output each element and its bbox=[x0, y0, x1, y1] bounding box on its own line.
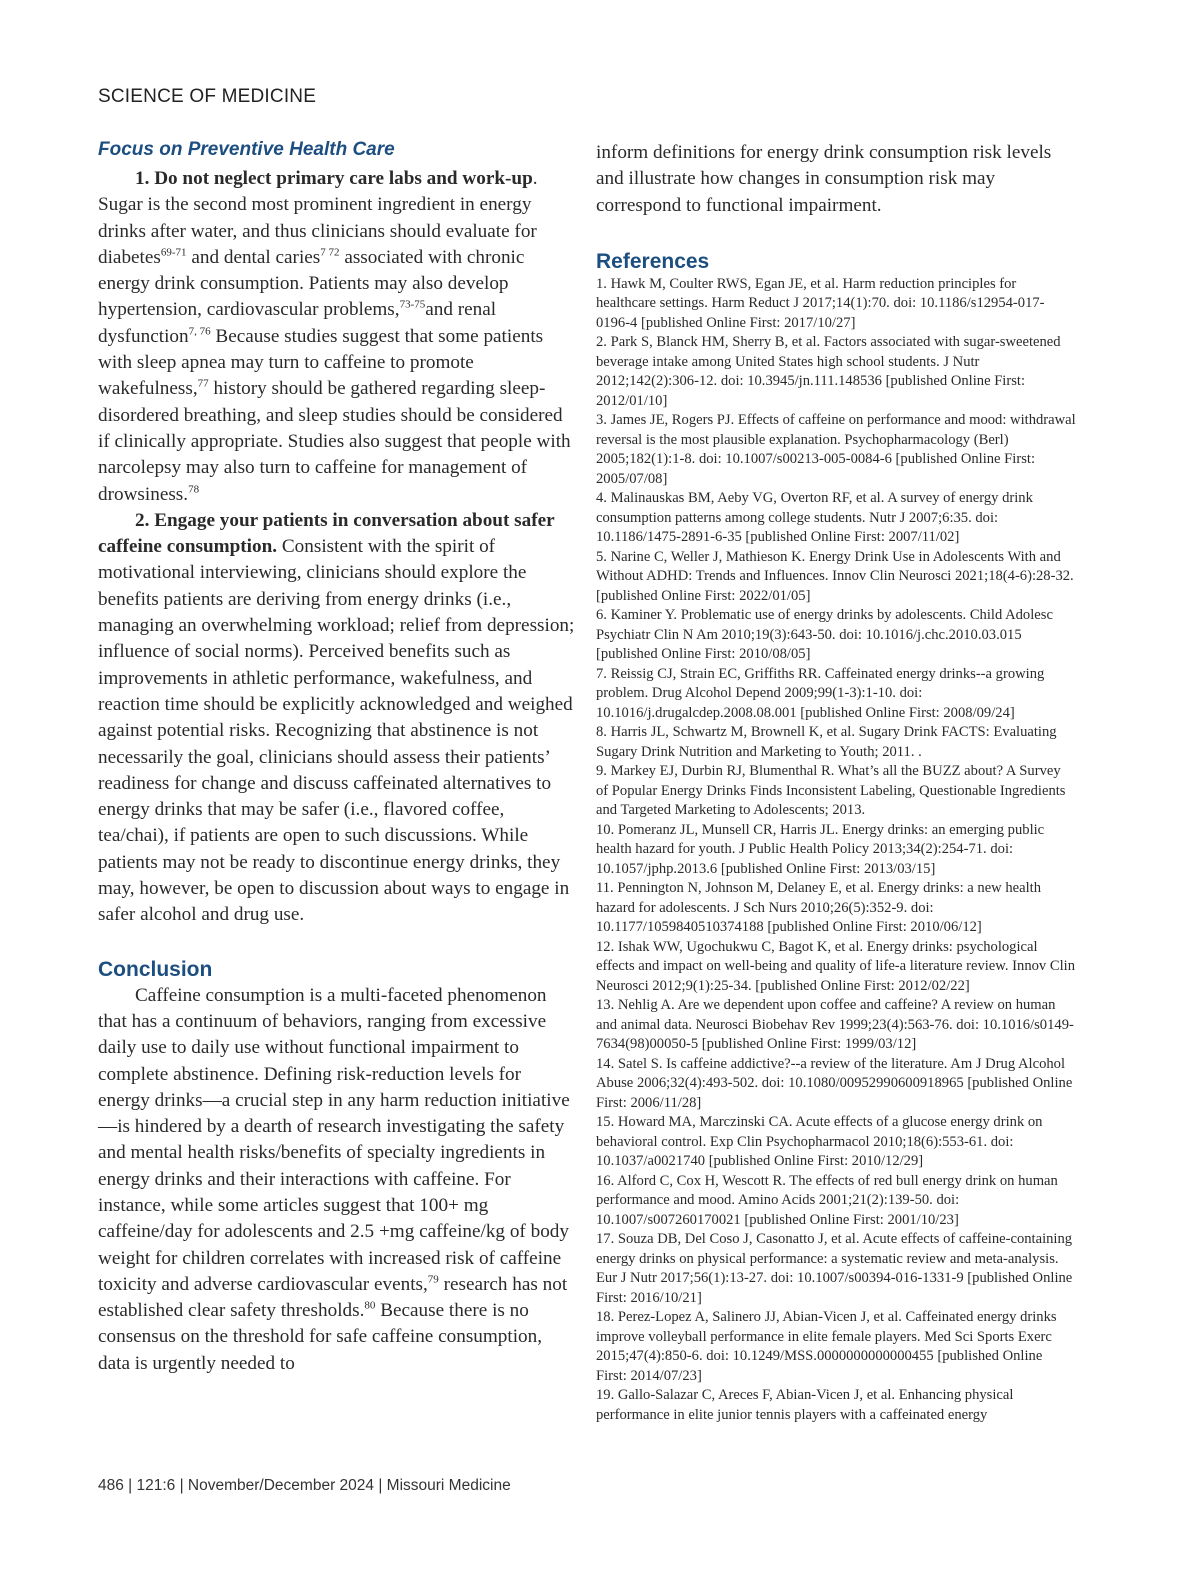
reference-item: 6. Kaminer Y. Problematic use of energy drinks by adolescents. Child Adolesc Psychiatr Clin N Am 2010;19(3):643-50. doi: 10.1016/j.chc.2010.03.015 [published Online First: 2010/08/05] bbox=[596, 607, 1053, 663]
references-list bbox=[596, 275, 1076, 1426]
left-column bbox=[98, 138, 576, 1377]
point-1-text-d: and renal dysfunction bbox=[98, 299, 497, 347]
point-2-text: Consistent with the spirit of motivational interviewing, clinicians should explore the benefits patients are deriving from energy drinks (i.e., managing an overwhelming workload; relief from depression; influence of social norms). Perceived benefits such as improvements in athletic performance, wakefulness, and reaction time should be explicitly acknowledged and weighed against potential risks. Recognizing that abstinence is not necessarily the goal, clinicians should assess their patients’ readiness for change and discuss caffeinated alternatives to energy drinks that may be safer (i.e., flavored coffee, tea/chai), if patients are open to such discussions. While patients may not be ready to discontinue energy drinks, they may, however, be open to discussion about ways to engage in safer alcohol and drug use. bbox=[98, 536, 575, 926]
citation-sup: 7, 76 bbox=[188, 325, 211, 338]
reference-item: 15. Howard MA, Marczinski CA. Acute effects of a glucose energy drink on behavioral control. Exp Clin Psychopharmacol 2010;18(6):553-61. doi: 10.1037/a0021740 [published Online First: 2010/12/29] bbox=[596, 1114, 1043, 1170]
citation-sup: 79 bbox=[427, 1273, 439, 1286]
reference-item: 14. Satel S. Is caffeine addictive?--a review of the literature. Am J Drug Alcohol Abuse 2006;32(4):493-502. doi: 10.1080/00952990600918965 [published Online First: 2006/11/28] bbox=[596, 1055, 1073, 1111]
reference-item: 13. Nehlig A. Are we dependent upon coffee and caffeine? A review on human and animal data. Neurosci Biobehav Rev 1999;23(4):563-76. doi: 10.1016/s0149-7634(98)00050-5 [published Online First: 1999/03/12] bbox=[596, 997, 1074, 1053]
conclusion-text-b: research has not established clear safety thresholds. bbox=[98, 1273, 568, 1322]
point-1-text-e: Because studies suggest that some patients with sleep apnea may turn to caffeine to promote wakefulness, bbox=[98, 325, 544, 400]
running-head: SCIENCE OF MEDICINE bbox=[98, 86, 317, 107]
reference-item: 17. Souza DB, Del Coso J, Casonatto J, et al. Acute effects of caffeine-containing energy drinks on physical performance: a systematic review and meta-analysis. Eur J Nutr 2017;56(1):13-27. doi: 10.1007/s00394-016-1331-9 [published Online First: 2016/10/21] bbox=[596, 1231, 1073, 1306]
reference-item: 18. Perez-Lopez A, Salinero JJ, Abian-Vicen J, et al. Caffeinated energy drinks improve volleyball performance in elite female players. Med Sci Sports Exerc 2015;47(4):850-6. doi: 10.1249/MSS.0000000000000455 [published Online First: 2014/07/23] bbox=[596, 1309, 1057, 1384]
reference-item: 19. Gallo-Salazar C, Areces F, Abian-Vicen J, et al. Enhancing physical performance in elite junior tennis players with a caffeinated energy bbox=[596, 1387, 1014, 1423]
reference-item: 3. James JE, Rogers PJ. Effects of caffeine on performance and mood: withdrawal reversal is the most plausible explanation. Psychopharmacology (Berl) 2005;182(1):1-8. doi: 10.1007/s00213-005-0084-6 [published Online First: 2005/07/08] bbox=[596, 412, 1076, 487]
point-2-paragraph bbox=[98, 508, 576, 929]
reference-item: 9. Markey EJ, Durbin RJ, Blumenthal R. What’s all the BUZZ about? A Survey of Popular Energy Drinks Finds Inconsistent Labeling, Questionable Ingredients and Targeted Marketing to Adolescents; 2013. bbox=[596, 763, 1066, 819]
point-1-paragraph bbox=[98, 166, 576, 508]
reference-item: 5. Narine C, Weller J, Mathieson K. Energy Drink Use in Adolescents With and Without ADHD: Trends and Influences. Innov Clin Neurosci 2021;18(4-6):28-32. [published Online First: 2022/01/05] bbox=[596, 548, 1074, 604]
point-1-text-a: . Sugar is the second most prominent ingredient in energy drinks after water, and thus clinicians should evaluate for diabetes bbox=[98, 168, 538, 268]
conclusion-heading: Conclusion bbox=[98, 957, 213, 981]
citation-sup: 73-75 bbox=[399, 299, 426, 312]
point-2-title: 2. Engage your patients in conversation about safer caffeine consumption. bbox=[98, 509, 555, 558]
reference-item: 10. Pomeranz JL, Munsell CR, Harris JL. Energy drinks: an emerging public health hazard for youth. J Public Health Policy 2013;34(2):254-71. doi: 10.1057/jphp.2013.6 [published Online First: 2013/03/15] bbox=[596, 821, 1045, 877]
reference-item: 8. Harris JL, Schwartz M, Brownell K, et al. Sugary Drink FACTS: Evaluating Sugary Drink Nutrition and Marketing to Youth; 2011. . bbox=[596, 724, 1057, 760]
reference-item: 4. Malinauskas BM, Aeby VG, Overton RF, et al. A survey of energy drink consumption patterns among college students. Nutr J 2007;6:35. doi: 10.1186/1475-2891-6-35 [published Online First: 2007/11/02] bbox=[596, 490, 1033, 546]
point-1-text-b: and dental caries bbox=[186, 246, 321, 268]
citation-sup: 78 bbox=[188, 483, 200, 496]
citation-sup: 80 bbox=[364, 1299, 376, 1312]
reference-item: 11. Pennington N, Johnson M, Delaney E, et al. Energy drinks: a new health hazard for adolescents. J Sch Nurs 2010;26(5):352-9. doi: 10.1177/1059840510374188 [published Online First: 2010/06/12] bbox=[596, 880, 1042, 936]
reference-item: 1. Hawk M, Coulter RWS, Egan JE, et al. Harm reduction principles for healthcare settings. Harm Reduct J 2017;14(1):70. doi: 10.1186/s12954-017-0196-4 [published Online First: 2017/10/27] bbox=[596, 275, 1045, 331]
point-1-text-f: history should be gathered regarding sleep-disordered breathing, and sleep studies should be considered if clinically appropriate. Studies also suggest that people with narcolepsy may also turn to caffeine for management of drowsiness. bbox=[98, 378, 571, 505]
point-1-title: 1. Do not neglect primary care labs and work-up bbox=[135, 168, 533, 189]
reference-item: 2. Park S, Blanck HM, Sherry B, et al. Factors associated with sugar-sweetened beverage intake among United States high school students. J Nutr 2012;142(2):306-12. doi: 10.3945/jn.111.148536 [published Online First: 2012/01/10] bbox=[596, 334, 1061, 409]
references-heading: References bbox=[596, 249, 710, 273]
reference-item: 7. Reissig CJ, Strain EC, Griffiths RR. Caffeinated energy drinks--a growing problem. Drug Alcohol Depend 2009;99(1-3):1-10. doi: 10.1016/j.drugalcdep.2008.08.001 [published Online First: 2008/09/24] bbox=[596, 665, 1045, 721]
conclusion-paragraph bbox=[98, 983, 576, 1377]
citation-sup: 7 72 bbox=[320, 246, 340, 259]
right-column bbox=[596, 140, 1076, 1425]
focus-heading: Focus on Preventive Health Care bbox=[98, 139, 395, 160]
page-footer: 486 | 121:6 | November/December 2024 | Missouri Medicine bbox=[98, 1477, 511, 1494]
point-1-text-c: associated with chronic energy drink consumption. Patients may also develop hypertension, cardiovascular problems, bbox=[98, 246, 525, 321]
citation-sup: 77 bbox=[197, 377, 209, 390]
reference-item: 12. Ishak WW, Ugochukwu C, Bagot K, et al. Energy drinks: psychological effects and impact on well-being and quality of life-a literature review. Innov Clin Neurosci 2012;9(1):25-34. [published Online First: 2012/02/22] bbox=[596, 938, 1075, 994]
citation-sup: 69-71 bbox=[160, 246, 187, 259]
conclusion-continued: inform definitions for energy drink consumption risk levels and illustrate how changes in consumption risk may correspond to functional impairment. bbox=[596, 142, 1052, 216]
conclusion-text-a: Caffeine consumption is a multi-faceted phenomenon that has a continuum of behaviors, ranging from excessive daily use to daily use without functional impairment to complete abstinence. Defining risk-reduction levels for energy drinks—a crucial step in any harm reduction initiative—is hindered by a dearth of research investigating the safety and mental health risks/benefits of specialty ingredients in energy drinks and their interactions with caffeine. For instance, while some articles suggest that 100+ mg caffeine/day for adolescents and 2.5 +mg caffeine/kg of body weight for children correlates with increased risk of caffeine toxicity and adverse cardiovascular events, bbox=[98, 984, 570, 1295]
reference-item: 16. Alford C, Cox H, Wescott R. The effects of red bull energy drink on human performance and mood. Amino Acids 2001;21(2):139-50. doi: 10.1007/s007260170021 [published Online First: 2001/10/23] bbox=[596, 1172, 1058, 1228]
conclusion-text-c: Because there is no consensus on the threshold for safe caffeine consumption, data is urgently needed to bbox=[98, 1300, 543, 1374]
